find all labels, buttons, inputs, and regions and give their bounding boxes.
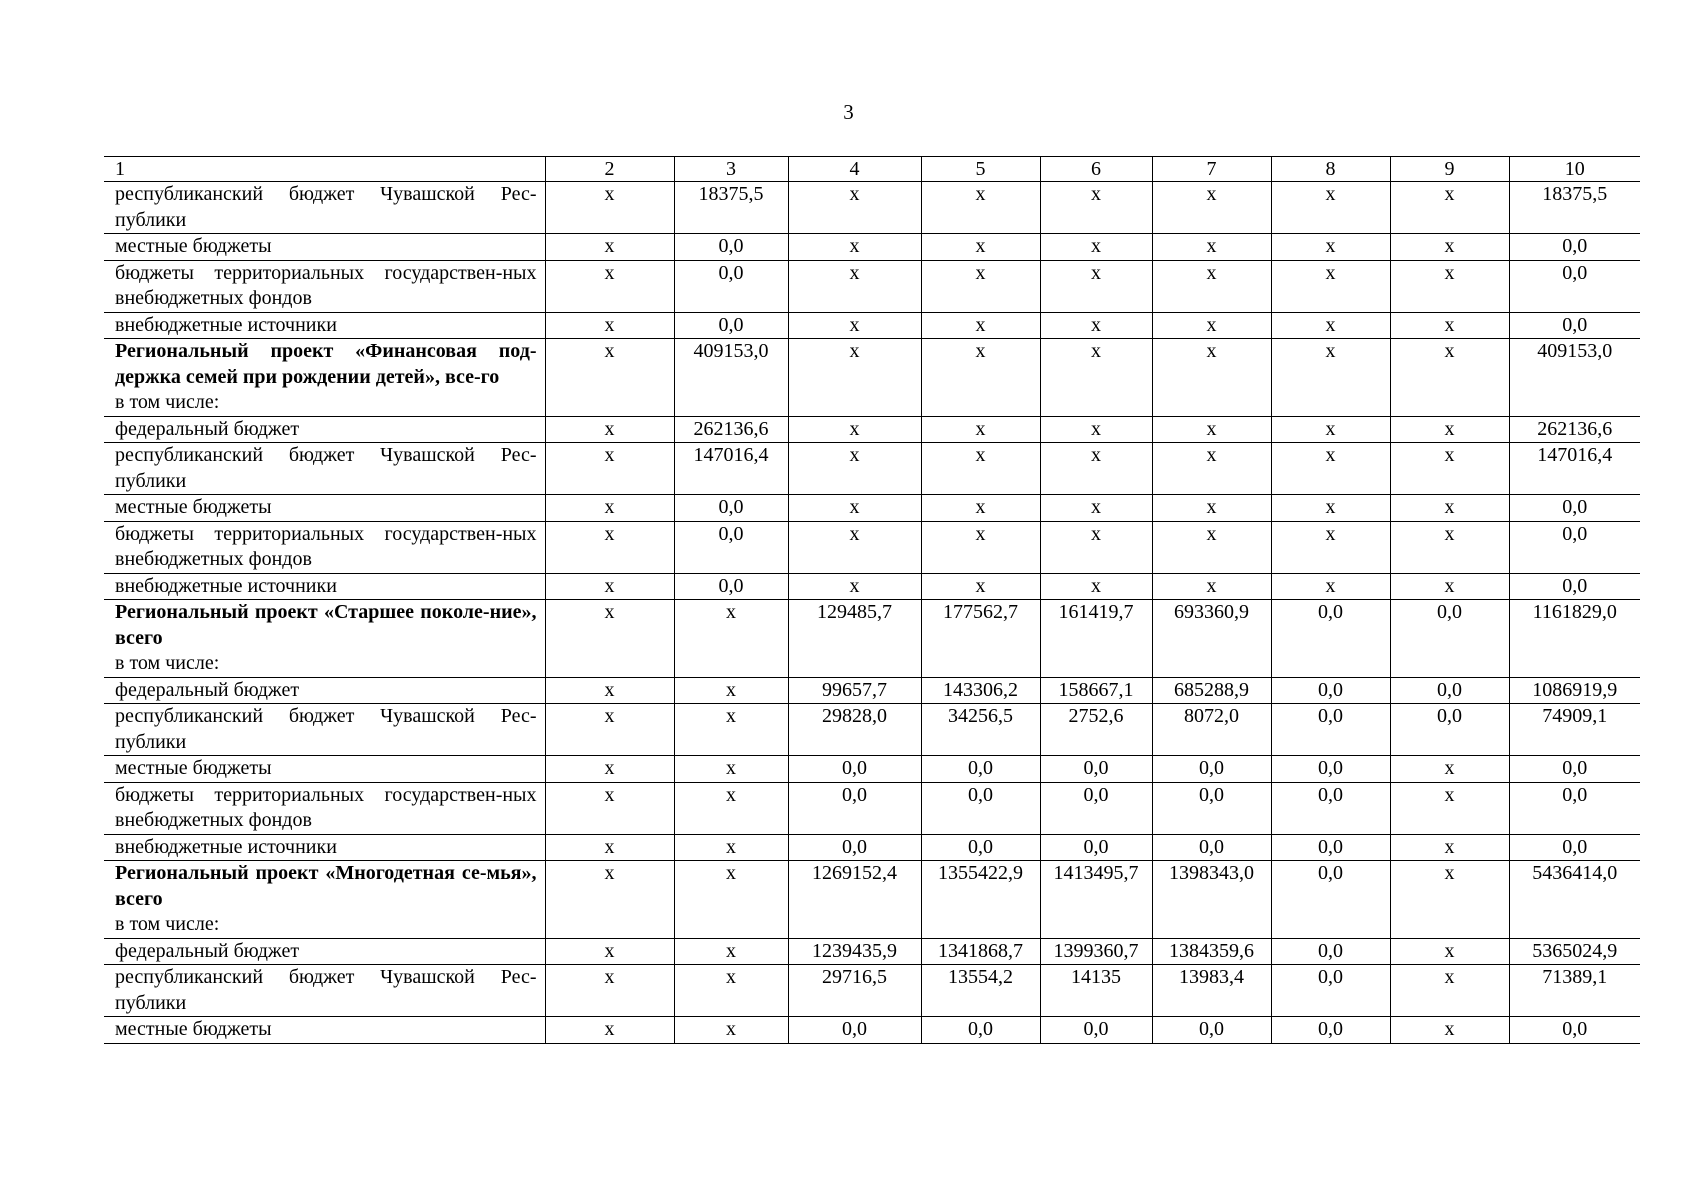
value-cell-col-8: 0,0 [1271,600,1390,678]
table-row [104,312,1640,339]
table-row [104,965,1640,1017]
value-cell-col-6: х [1040,234,1152,261]
row-label-cell [104,521,545,573]
row-label: внебюджетные источники [115,835,337,858]
row-label: местные бюджеты [115,757,272,779]
row-label-cell [104,260,545,312]
value-cell-col-7: 1384359,6 [1152,938,1271,965]
row-label: республиканский бюджет Чувашской Рес-публики [115,705,537,753]
row-label: местные бюджеты [115,1018,272,1040]
value-cell-col-2: х [545,1017,674,1044]
value-cell-col-3: х [674,1017,788,1044]
value-cell-col-8: 0,0 [1271,938,1390,965]
value-cell-col-10: 0,0 [1509,312,1640,339]
value-cell-col-5: 1341868,7 [921,938,1040,965]
value-cell-col-6: х [1040,443,1152,495]
value-cell-col-10: 262136,6 [1509,416,1640,443]
value-cell-col-5: 0,0 [921,1017,1040,1044]
value-cell-col-5: 0,0 [921,834,1040,861]
value-cell-col-8: х [1271,521,1390,573]
value-cell-col-9: х [1390,1017,1509,1044]
value-cell-col-7: 0,0 [1152,782,1271,834]
value-cell-col-10: 5436414,0 [1509,861,1640,939]
value-cell-col-9: 0,0 [1390,600,1509,678]
value-cell-col-4: х [788,260,921,312]
value-cell-col-8: 0,0 [1271,704,1390,756]
value-cell-col-10: 0,0 [1509,495,1640,522]
value-cell-col-4: 1269152,4 [788,861,921,939]
table-header-row [104,157,1640,182]
value-cell-col-9: 0,0 [1390,677,1509,704]
value-cell-col-6: х [1040,416,1152,443]
value-cell-col-9: х [1390,182,1509,234]
table-row [104,1017,1640,1044]
row-label-cell [104,756,545,783]
value-cell-col-5: 177562,7 [921,600,1040,678]
page-number: 3 [843,100,854,124]
value-cell-col-3: х [674,834,788,861]
value-cell-col-2: х [545,782,674,834]
value-cell-col-10: 0,0 [1509,834,1640,861]
value-cell-col-5: х [921,260,1040,312]
value-cell-col-5: х [921,521,1040,573]
value-cell-col-4: 0,0 [788,756,921,783]
value-cell-col-3: х [674,782,788,834]
value-cell-col-9: х [1390,573,1509,600]
value-cell-col-2: х [545,260,674,312]
value-cell-col-5: х [921,495,1040,522]
row-label: федеральный бюджет [115,939,300,962]
value-cell-col-9: х [1390,521,1509,573]
value-cell-col-9: х [1390,756,1509,783]
value-cell-col-7: х [1152,573,1271,600]
table-row [104,756,1640,783]
value-cell-col-10: 409153,0 [1509,339,1640,417]
project-total-row [104,339,1640,417]
table-row [104,234,1640,261]
value-cell-col-6: 1413495,7 [1040,861,1152,939]
row-label: республиканский бюджет Чувашской Рес-публики [115,183,537,231]
row-label-cell [104,782,545,834]
row-label-cell [104,182,545,234]
value-cell-col-7: х [1152,521,1271,573]
table-row [104,677,1640,704]
value-cell-col-8: х [1271,443,1390,495]
value-cell-col-6: х [1040,260,1152,312]
value-cell-col-4: х [788,182,921,234]
value-cell-col-9: х [1390,782,1509,834]
row-label: республиканский бюджет Чувашской Рес-публики [115,966,537,1014]
table-row [104,260,1640,312]
row-label-cell [104,600,545,678]
row-label-cell [104,1017,545,1044]
row-label-cell [104,234,545,261]
value-cell-col-7: х [1152,182,1271,234]
value-cell-col-10: 18375,5 [1509,182,1640,234]
value-cell-col-5: х [921,339,1040,417]
value-cell-col-2: х [545,677,674,704]
value-cell-col-4: 0,0 [788,782,921,834]
value-cell-col-8: х [1271,234,1390,261]
value-cell-col-3: х [674,600,788,678]
row-label: федеральный бюджет [115,417,300,440]
value-cell-col-7: 13983,4 [1152,965,1271,1017]
value-cell-col-7: х [1152,312,1271,339]
value-cell-col-7: 0,0 [1152,834,1271,861]
value-cell-col-5: х [921,416,1040,443]
value-cell-col-4: х [788,234,921,261]
project-total-row [104,600,1640,678]
row-label: местные бюджеты [115,496,272,518]
value-cell-col-5: 0,0 [921,756,1040,783]
value-cell-col-3: 147016,4 [674,443,788,495]
value-cell-col-4: х [788,573,921,600]
value-cell-col-8: 0,0 [1271,861,1390,939]
row-label: бюджеты территориальных государствен-ных внебюджетных фондов [115,522,537,570]
value-cell-col-4: х [788,443,921,495]
row-label-cell [104,416,545,443]
value-cell-col-4: 99657,7 [788,677,921,704]
value-cell-col-2: х [545,861,674,939]
value-cell-col-8: х [1271,339,1390,417]
value-cell-col-9: х [1390,443,1509,495]
value-cell-col-7: 8072,0 [1152,704,1271,756]
value-cell-col-7: 685288,9 [1152,677,1271,704]
value-cell-col-7: х [1152,339,1271,417]
value-cell-col-2: х [545,756,674,783]
table-row [104,521,1640,573]
value-cell-col-3: 0,0 [674,260,788,312]
row-label-cell [104,834,545,861]
column-number-10: 10 [1509,157,1640,182]
row-label-cell [104,312,545,339]
value-cell-col-10: 0,0 [1509,260,1640,312]
row-sublabel: в том числе: [115,913,220,935]
row-label-cell [104,704,545,756]
value-cell-col-9: х [1390,861,1509,939]
row-label-cell [104,573,545,600]
value-cell-col-3: 409153,0 [674,339,788,417]
value-cell-col-6: 0,0 [1040,834,1152,861]
value-cell-col-8: 0,0 [1271,965,1390,1017]
table-row [104,938,1640,965]
value-cell-col-9: х [1390,312,1509,339]
row-label-cell [104,495,545,522]
value-cell-col-2: х [545,182,674,234]
value-cell-col-9: х [1390,234,1509,261]
row-label: бюджеты территориальных государствен-ных внебюджетных фондов [115,783,537,831]
column-number-2: 2 [545,157,674,182]
value-cell-col-7: х [1152,495,1271,522]
value-cell-col-4: 0,0 [788,834,921,861]
value-cell-col-5: х [921,312,1040,339]
column-number-3: 3 [674,157,788,182]
value-cell-col-3: х [674,965,788,1017]
row-label: местные бюджеты [115,235,272,257]
value-cell-col-10: 1086919,9 [1509,677,1640,704]
row-label-cell [104,677,545,704]
value-cell-col-4: 0,0 [788,1017,921,1044]
value-cell-col-3: 0,0 [674,521,788,573]
value-cell-col-4: 29716,5 [788,965,921,1017]
value-cell-col-3: х [674,756,788,783]
value-cell-col-2: х [545,312,674,339]
row-label: внебюджетные источники [115,313,337,336]
row-label-cell [104,339,545,417]
value-cell-col-9: х [1390,495,1509,522]
value-cell-col-2: х [545,339,674,417]
value-cell-col-4: х [788,312,921,339]
column-number-4: 4 [788,157,921,182]
value-cell-col-6: 158667,1 [1040,677,1152,704]
value-cell-col-3: х [674,938,788,965]
value-cell-col-2: х [545,416,674,443]
value-cell-col-8: х [1271,260,1390,312]
value-cell-col-10: 71389,1 [1509,965,1640,1017]
value-cell-col-8: х [1271,312,1390,339]
value-cell-col-10: 74909,1 [1509,704,1640,756]
value-cell-col-3: 0,0 [674,573,788,600]
value-cell-col-10: 0,0 [1509,756,1640,783]
value-cell-col-3: х [674,677,788,704]
value-cell-col-5: 1355422,9 [921,861,1040,939]
value-cell-col-6: х [1040,521,1152,573]
value-cell-col-2: х [545,600,674,678]
row-label: бюджеты территориальных государствен-ных внебюджетных фондов [115,261,537,309]
budget-table [104,156,1640,1044]
value-cell-col-7: х [1152,234,1271,261]
value-cell-col-8: 0,0 [1271,834,1390,861]
value-cell-col-3: х [674,704,788,756]
value-cell-col-8: 0,0 [1271,756,1390,783]
value-cell-col-3: 18375,5 [674,182,788,234]
value-cell-col-4: 1239435,9 [788,938,921,965]
value-cell-col-6: 0,0 [1040,782,1152,834]
value-cell-col-5: 13554,2 [921,965,1040,1017]
value-cell-col-7: 0,0 [1152,1017,1271,1044]
value-cell-col-6: х [1040,312,1152,339]
value-cell-col-3: 0,0 [674,495,788,522]
value-cell-col-5: х [921,573,1040,600]
value-cell-col-9: х [1390,965,1509,1017]
table-row [104,443,1640,495]
value-cell-col-3: 0,0 [674,312,788,339]
value-cell-col-4: х [788,521,921,573]
value-cell-col-2: х [545,704,674,756]
value-cell-col-10: 0,0 [1509,782,1640,834]
table-row [104,834,1640,861]
value-cell-col-9: х [1390,834,1509,861]
value-cell-col-2: х [545,234,674,261]
value-cell-col-4: х [788,416,921,443]
table-row [104,782,1640,834]
value-cell-col-7: х [1152,260,1271,312]
value-cell-col-6: 1399360,7 [1040,938,1152,965]
value-cell-col-6: х [1040,339,1152,417]
value-cell-col-9: х [1390,938,1509,965]
value-cell-col-6: 2752,6 [1040,704,1152,756]
row-label-cell [104,443,545,495]
value-cell-col-6: х [1040,495,1152,522]
project-total-row [104,861,1640,939]
value-cell-col-5: 143306,2 [921,677,1040,704]
value-cell-col-8: х [1271,495,1390,522]
value-cell-col-9: 0,0 [1390,704,1509,756]
value-cell-col-3: х [674,861,788,939]
value-cell-col-7: х [1152,443,1271,495]
row-label-cell [104,965,545,1017]
value-cell-col-2: х [545,573,674,600]
value-cell-col-2: х [545,443,674,495]
row-label: республиканский бюджет Чувашской Рес-публики [115,444,537,492]
value-cell-col-8: х [1271,182,1390,234]
table-row [104,573,1640,600]
value-cell-col-2: х [545,938,674,965]
value-cell-col-6: 0,0 [1040,1017,1152,1044]
value-cell-col-10: 0,0 [1509,234,1640,261]
value-cell-col-4: 29828,0 [788,704,921,756]
value-cell-col-4: 129485,7 [788,600,921,678]
row-label: Региональный проект «Старшее поколе-ние», всего [115,601,537,649]
column-number-9: 9 [1390,157,1509,182]
column-number-6: 6 [1040,157,1152,182]
row-sublabel: в том числе: [115,652,220,674]
row-label: федеральный бюджет [115,678,300,701]
value-cell-col-7: 1398343,0 [1152,861,1271,939]
value-cell-col-4: х [788,339,921,417]
value-cell-col-10: 0,0 [1509,1017,1640,1044]
column-number-7: 7 [1152,157,1271,182]
value-cell-col-4: х [788,495,921,522]
table-row [104,495,1640,522]
value-cell-col-5: х [921,182,1040,234]
value-cell-col-5: х [921,234,1040,261]
value-cell-col-8: 0,0 [1271,782,1390,834]
value-cell-col-6: 0,0 [1040,756,1152,783]
value-cell-col-5: 34256,5 [921,704,1040,756]
column-number-8: 8 [1271,157,1390,182]
value-cell-col-2: х [545,521,674,573]
value-cell-col-3: 262136,6 [674,416,788,443]
value-cell-col-10: 1161829,0 [1509,600,1640,678]
value-cell-col-5: 0,0 [921,782,1040,834]
value-cell-col-8: х [1271,573,1390,600]
table-row [104,416,1640,443]
value-cell-col-8: 0,0 [1271,677,1390,704]
value-cell-col-6: х [1040,182,1152,234]
column-number-1: 1 [104,157,545,182]
value-cell-col-10: 147016,4 [1509,443,1640,495]
value-cell-col-6: 161419,7 [1040,600,1152,678]
row-label: внебюджетные источники [115,574,337,597]
table-row [104,182,1640,234]
value-cell-col-2: х [545,834,674,861]
value-cell-col-6: х [1040,573,1152,600]
value-cell-col-2: х [545,495,674,522]
row-label-cell [104,938,545,965]
row-sublabel: в том числе: [115,391,220,413]
value-cell-col-2: х [545,965,674,1017]
value-cell-col-8: 0,0 [1271,1017,1390,1044]
value-cell-col-7: 693360,9 [1152,600,1271,678]
row-label: Региональный проект «Финансовая под-держка семей при рождении детей», все-го [115,340,537,388]
value-cell-col-8: х [1271,416,1390,443]
value-cell-col-7: 0,0 [1152,756,1271,783]
value-cell-col-10: 0,0 [1509,521,1640,573]
column-number-5: 5 [921,157,1040,182]
row-label: Региональный проект «Многодетная се-мья», всего [115,862,537,910]
row-label-cell [104,861,545,939]
value-cell-col-7: х [1152,416,1271,443]
value-cell-col-9: х [1390,260,1509,312]
value-cell-col-10: 0,0 [1509,573,1640,600]
value-cell-col-5: х [921,443,1040,495]
value-cell-col-9: х [1390,416,1509,443]
value-cell-col-6: 14135 [1040,965,1152,1017]
value-cell-col-10: 5365024,9 [1509,938,1640,965]
value-cell-col-3: 0,0 [674,234,788,261]
table-row [104,704,1640,756]
value-cell-col-9: х [1390,339,1509,417]
